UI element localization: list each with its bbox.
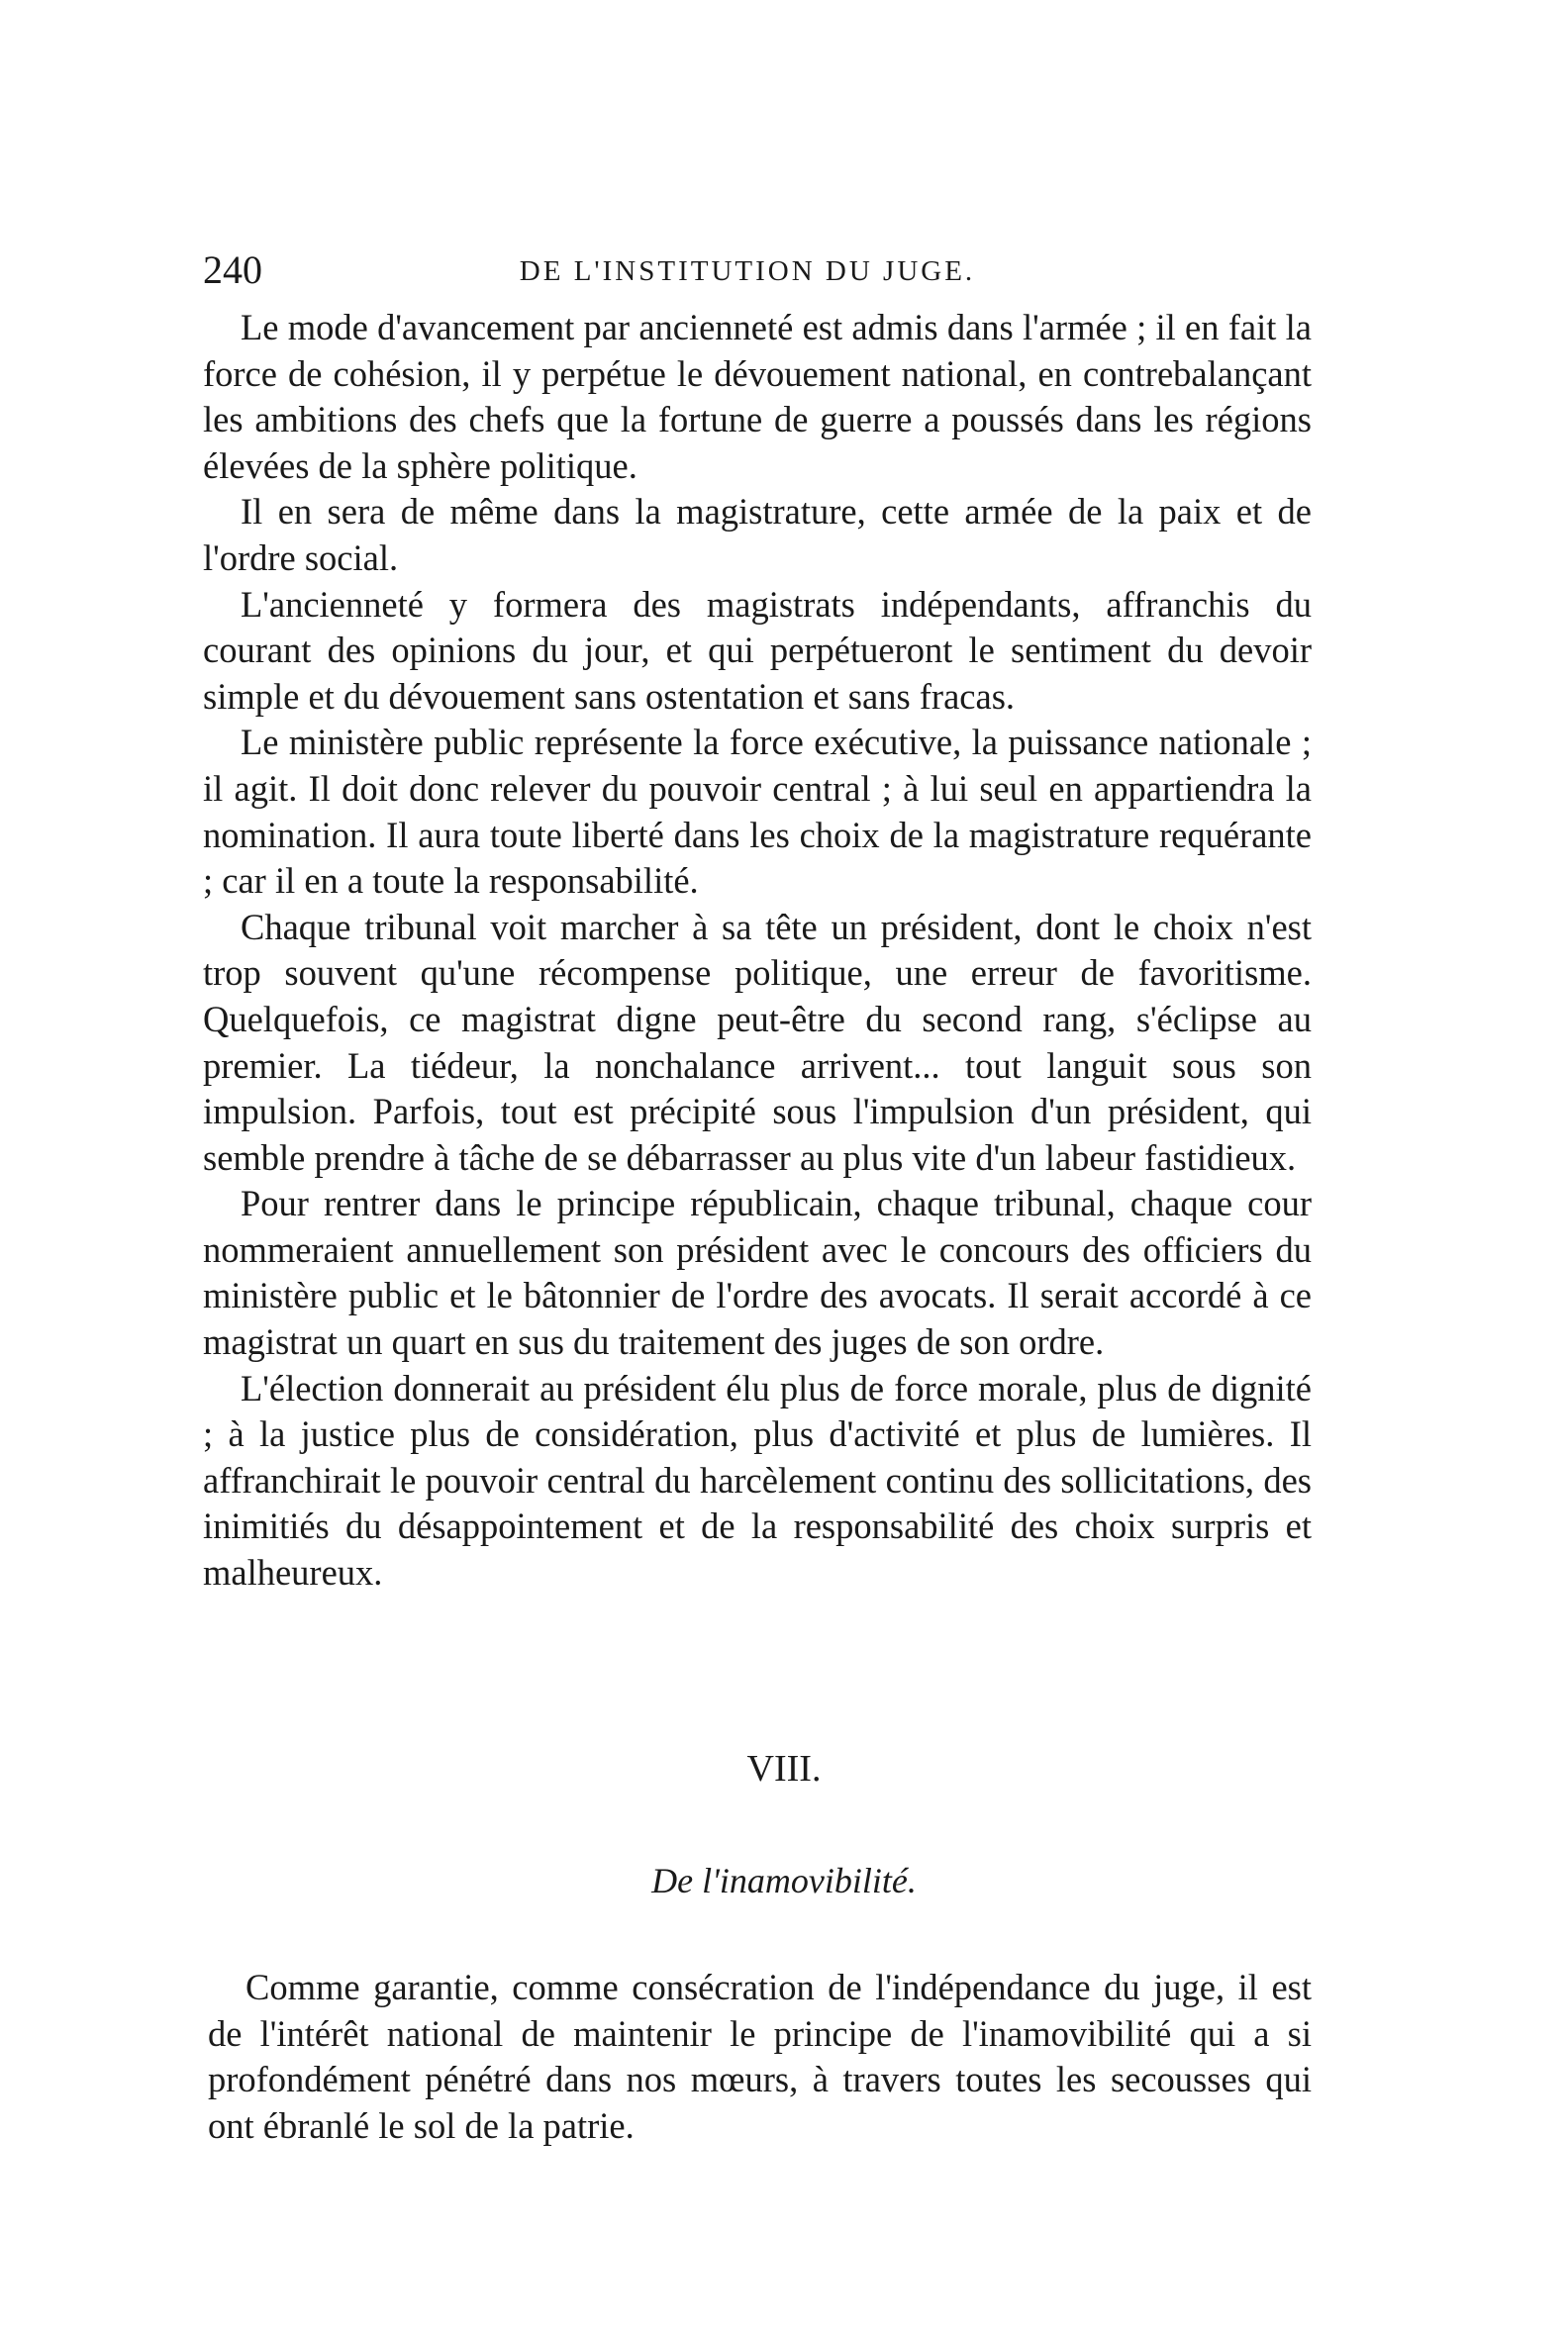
- paragraph-seniority-army: Le mode d'avancement par ancienneté est admis dans l'armée ; il en fait la force de cohésion, il y perpétue le dévouement national, en contrebalançant les ambitions des chefs que la fortune de guerre a poussés dans les régions élevées de la sphère politique.: [203, 307, 1312, 486]
- page-number: 240: [203, 247, 262, 292]
- paragraph-independent-magistrates: L'ancienneté y formera des magistrats indépendants, affranchis du courant des opinions du jour, et qui perpétueront le sentiment du devoir simple et du dévouement sans ostentation et sans fracas.: [203, 583, 1312, 717]
- running-head: [203, 245, 1302, 295]
- paragraph-election: L'élection donnerait au président élu plus de force morale, plus de dignité ; à la justice plus de considération, plus d'activité et plus de lumières. Il affranchirait le pouvoir central du harcèlement continu des sollicitations, des inimitiés du désappointement et de la responsabilité des choix surpris et malheureux.: [203, 1367, 1312, 1594]
- section-number: VIII.: [746, 1748, 822, 1790]
- paragraph-magistracy: Il en sera de même dans la magistrature, cette armée de la paix et de l'ordre social.: [203, 491, 1312, 578]
- section-title: De l'inamovibilité.: [651, 1861, 917, 1900]
- running-title: DE L'INSTITUTION DU JUGE.: [519, 255, 976, 287]
- body-text: [203, 305, 1312, 1597]
- section-text: [208, 1965, 1312, 2149]
- paragraph-public-ministry: Le ministère public représente la force exécutive, la puissance nationale ; il agit. Il doit donc relever du pouvoir central ; à lui seul en appartiendra la nomination. Il aura toute liberté dans les choix de la magistrature requérante ; car il en a toute la responsabilité.: [203, 722, 1312, 902]
- paragraph-republican-principle: Pour rentrer dans le principe républicain, chaque tribunal, chaque cour nommeraient annuellement son président avec le concours des officiers du ministère public et le bâtonnier de l'ordre des avocats. Il serait accordé à ce magistrat un quart en sus du traitement des juges de son ordre.: [203, 1183, 1312, 1363]
- paragraph-irremovability: Comme garantie, comme consécration de l'indépendance du juge, il est de l'intérêt national de maintenir le principe de l'inamovibilité qui a si profondément pénétré dans nos mœurs, à travers toutes les secousses qui ont ébranlé le sol de la patrie.: [208, 1967, 1312, 2146]
- paragraph-tribunal-president: Chaque tribunal voit marcher à sa tête un président, dont le choix n'est trop souvent qu'une récompense politique, une erreur de favoritisme. Quelquefois, ce magistrat digne peut-être du second rang, s'éclipse au premier. La tiédeur, la nonchalance arrivent... tout languit sous son impulsion. Parfois, tout est précipité sous l'impulsion d'un président, qui semble prendre à tâche de se débarrasser au plus vite d'un labeur fastidieux.: [203, 906, 1312, 1178]
